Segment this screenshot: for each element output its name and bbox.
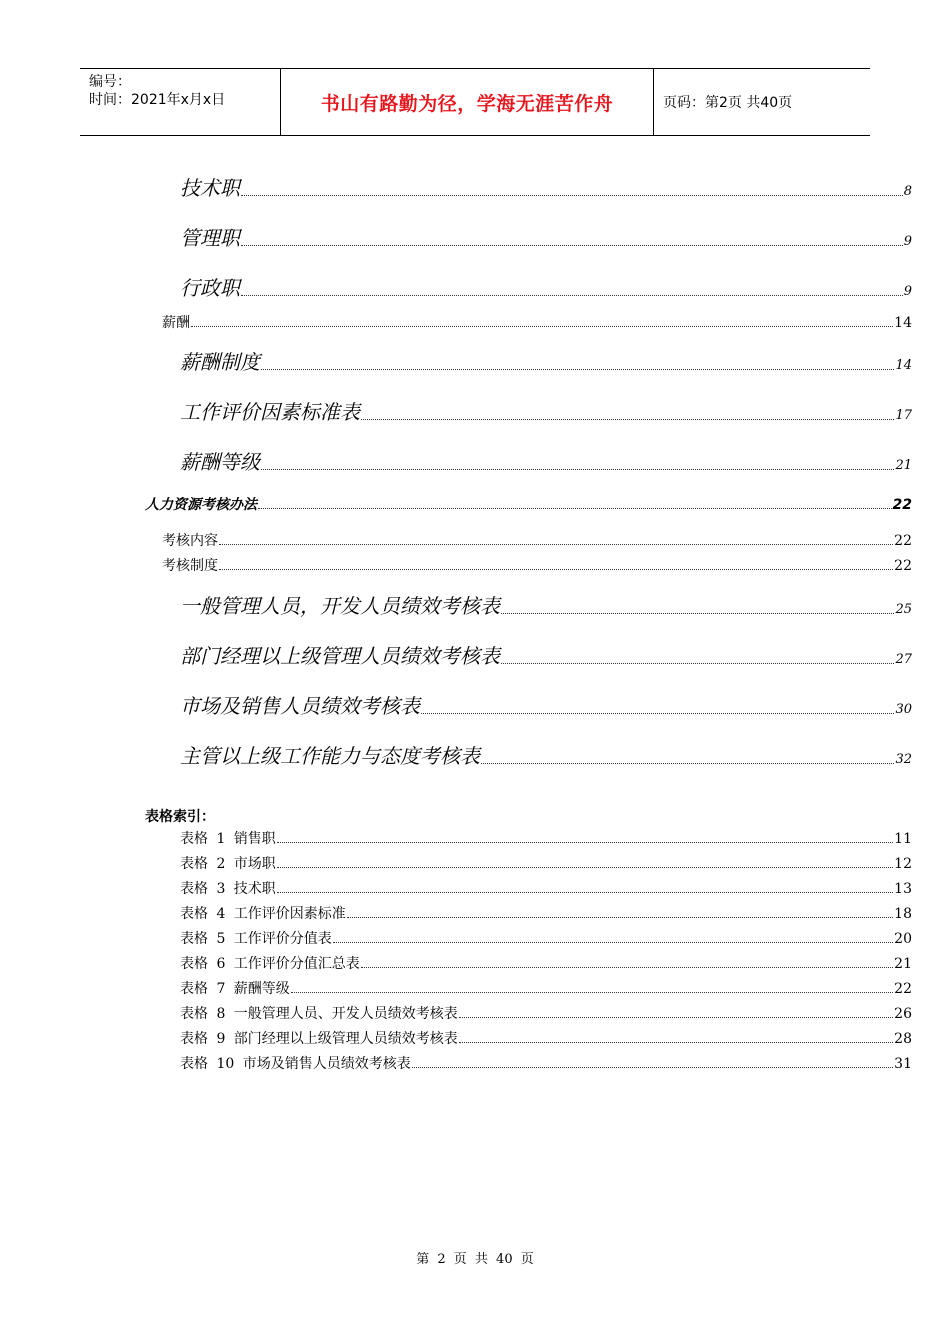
table-index-entry[interactable]	[180, 1053, 912, 1073]
dot-leader	[261, 368, 894, 370]
table-index-entry-title: 表格 3 技术职	[180, 881, 276, 897]
table-index-entry-page: 22	[894, 981, 912, 997]
dot-leader	[481, 762, 894, 764]
table-index-entry[interactable]	[180, 878, 912, 898]
table-index-entry[interactable]	[180, 903, 912, 923]
dot-leader	[261, 468, 894, 470]
dot-leader	[241, 244, 903, 246]
toc-entry[interactable]	[180, 172, 912, 201]
toc-entry-page: 21	[895, 458, 912, 473]
header-meta	[80, 69, 281, 135]
dot-leader	[459, 1041, 893, 1043]
toc-entry-title: 薪酬等级	[180, 450, 260, 474]
toc-entry-page: 8	[903, 184, 912, 199]
toc-entry-title: 管理职	[180, 226, 240, 250]
dot-leader	[333, 941, 893, 943]
table-index-entry[interactable]	[180, 953, 912, 973]
toc-entry-page: 9	[903, 234, 912, 249]
dot-leader	[191, 325, 893, 327]
dot-leader	[361, 418, 894, 420]
table-index-entry-page: 31	[894, 1056, 912, 1072]
table-index-title: 表格索引：	[145, 809, 215, 825]
table-index-entry[interactable]	[180, 1028, 912, 1048]
header-page-info: 页码：第2页 共40页	[663, 95, 793, 111]
header-motto-cell	[281, 69, 654, 135]
toc-entry-title: 市场及销售人员绩效考核表	[180, 694, 420, 718]
toc-entry[interactable]	[180, 590, 912, 619]
toc-entry-title: 薪酬制度	[180, 350, 260, 374]
toc-entry[interactable]	[145, 494, 912, 514]
table-index-entry[interactable]	[180, 978, 912, 998]
page-footer: 第 2 页 共 40 页	[416, 1252, 534, 1267]
dot-leader	[241, 294, 903, 296]
toc-entry[interactable]	[162, 530, 912, 550]
toc-entry-page: 32	[895, 752, 912, 767]
toc-entry-page: 14	[895, 358, 912, 373]
dot-leader	[421, 712, 894, 714]
toc-entry[interactable]	[180, 446, 912, 475]
toc-entry-page: 30	[895, 702, 912, 717]
toc-entry[interactable]	[162, 555, 912, 575]
table-index-entry-title: 表格 5 工作评价分值表	[180, 931, 332, 947]
table-index-entry-page: 12	[894, 856, 912, 872]
table-index-entry[interactable]	[180, 828, 912, 848]
toc-entry-page: 22	[892, 497, 912, 513]
table-index-entry-page: 18	[894, 906, 912, 922]
dot-leader	[277, 891, 893, 893]
dot-leader	[219, 568, 893, 570]
dot-leader	[501, 612, 894, 614]
toc-entry-page: 9	[903, 284, 912, 299]
toc-entry-title: 考核内容	[162, 533, 218, 549]
header-motto: 书山有路勤为径，学海无涯苦作舟	[320, 92, 614, 115]
table-index-entry-title: 表格 7 薪酬等级	[180, 981, 290, 997]
toc-entry-title: 一般管理人员，开发人员绩效考核表	[180, 594, 500, 618]
table-index-entry-page: 13	[894, 881, 912, 897]
table-index-entry-title: 表格 4 工作评价因素标准	[180, 906, 346, 922]
table-index-entry-page: 20	[894, 931, 912, 947]
header-time: 时间：2021年x月x日	[89, 92, 226, 108]
toc-entry-title: 部门经理以上级管理人员绩效考核表	[180, 644, 500, 668]
page-header	[80, 68, 870, 136]
dot-leader	[459, 1016, 893, 1018]
table-index-entry-page: 28	[894, 1031, 912, 1047]
table-index-entry-title: 表格 8 一般管理人员、开发人员绩效考核表	[180, 1006, 458, 1022]
table-index-entry-page: 11	[894, 831, 912, 847]
toc-entry[interactable]	[180, 346, 912, 375]
dot-leader	[291, 991, 893, 993]
toc-entry-page: 22	[894, 533, 912, 549]
toc-entry-title: 考核制度	[162, 558, 218, 574]
toc-entry-page: 17	[895, 408, 912, 423]
table-index-entry-page: 21	[894, 956, 912, 972]
toc-entry-title: 薪酬	[162, 315, 190, 331]
toc-entry-title: 行政职	[180, 276, 240, 300]
dot-leader	[347, 916, 893, 918]
table-index-entry-title: 表格 1 销售职	[180, 831, 276, 847]
dot-leader	[219, 543, 893, 545]
table-index-entry-page: 26	[894, 1006, 912, 1022]
toc-entry[interactable]	[180, 740, 912, 769]
dot-leader	[277, 841, 893, 843]
table-index-entry-title: 表格 2 市场职	[180, 856, 276, 872]
table-index-entry-title: 表格 9 部门经理以上级管理人员绩效考核表	[180, 1031, 458, 1047]
toc-entry-title: 主管以上级工作能力与态度考核表	[180, 744, 480, 768]
toc-entry-title: 人力资源考核办法	[145, 497, 257, 513]
dot-leader	[501, 662, 894, 664]
table-index-entry-title: 表格 6 工作评价分值汇总表	[180, 956, 360, 972]
toc-entry[interactable]	[162, 312, 912, 332]
dot-leader	[361, 966, 893, 968]
dot-leader	[241, 194, 903, 196]
toc-entry-title: 技术职	[180, 176, 240, 200]
toc-entry[interactable]	[180, 396, 912, 425]
toc-entry-page: 25	[895, 602, 912, 617]
toc-entry-page: 22	[894, 558, 912, 574]
table-index-entry-title: 表格 10 市场及销售人员绩效考核表	[180, 1056, 411, 1072]
toc-entry[interactable]	[180, 222, 912, 251]
toc-entry[interactable]	[180, 272, 912, 301]
toc-entry-title: 工作评价因素标准表	[180, 400, 360, 424]
dot-leader	[412, 1066, 893, 1068]
header-number: 编号：	[89, 74, 131, 90]
toc-entry-page: 27	[895, 652, 912, 667]
toc-entry[interactable]	[180, 640, 912, 669]
table-index-entry[interactable]	[180, 928, 912, 948]
toc-entry[interactable]	[180, 690, 912, 719]
table-index-entry[interactable]	[180, 1003, 912, 1023]
toc-entry-page: 14	[894, 315, 912, 331]
dot-leader	[258, 507, 892, 509]
dot-leader	[277, 866, 893, 868]
table-index-entry[interactable]	[180, 853, 912, 873]
